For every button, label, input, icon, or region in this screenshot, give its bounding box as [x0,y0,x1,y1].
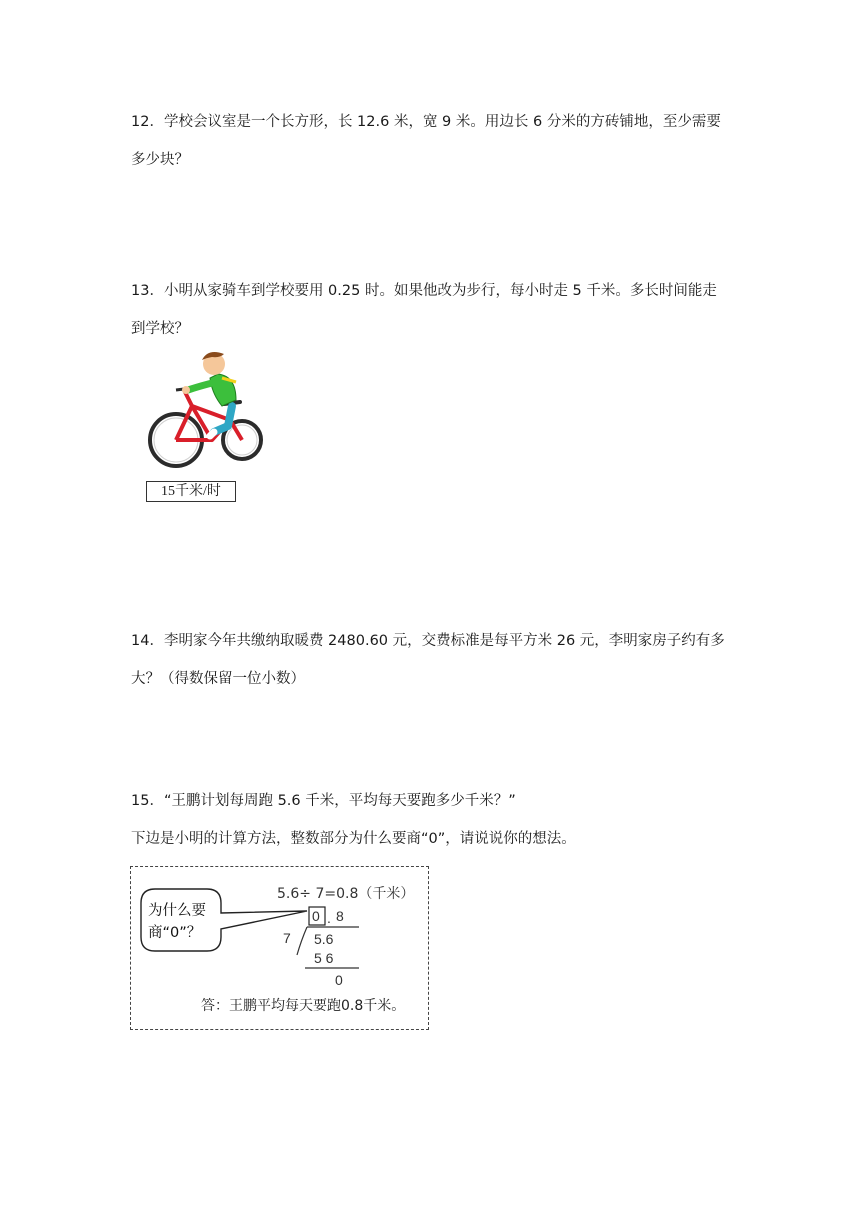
quotient-decimal: 8 [336,908,344,924]
question-14-line-2: 大？（得数保留一位小数） [131,671,305,687]
division-equation: 5.6÷ 7=0.8（千米） [277,886,415,902]
remainder: 0 [335,972,343,988]
bubble-text-line-2: 商“0”？ [148,925,202,941]
quotient-integer: 0 [312,908,320,924]
question-13-line-1: 13．小明从家骑车到学校要用 0.25 时。如果他改为步行，每小时走 5 千米。多长时间能走 [131,283,717,299]
question-14-line-1: 14．李明家今年共缴纳取暖费 2480.60 元，交费标准是每平方米 26 元，李明家房子约有多 [131,633,725,649]
question-15 [131,782,731,858]
quotient-dot: . [327,910,331,926]
question-14 [131,622,731,698]
question-15-line-1: 15．“王鹏计划每周跑 5.6 千米，平均每天要跑多少千米？” [131,793,516,809]
divisor: 7 [283,930,291,946]
question-13-line-2: 到学校？ [131,321,189,337]
question-15-line-2: 下边是小明的计算方法，整数部分为什么要商“0”，请说说你的想法。 [131,831,576,847]
question-12-line-1: 12．学校会议室是一个长方形，长 12.6 米，宽 9 米。用边长 6 分米的方砖铺地，至少需要 [131,114,721,130]
long-division-figure [130,866,429,1030]
product-row: 5 6 [314,950,334,966]
dividend: 5.6 [314,931,334,947]
bubble-text-line-1: 为什么要 [148,903,206,919]
question-12-line-2: 多少块？ [131,152,189,168]
question-12 [131,103,731,179]
speed-label: 15千米/时 [146,481,236,502]
answer-text: 答：王鹏平均每天要跑0.8千米。 [201,998,406,1014]
question-13 [131,272,731,348]
long-division-diagram [131,867,430,1031]
